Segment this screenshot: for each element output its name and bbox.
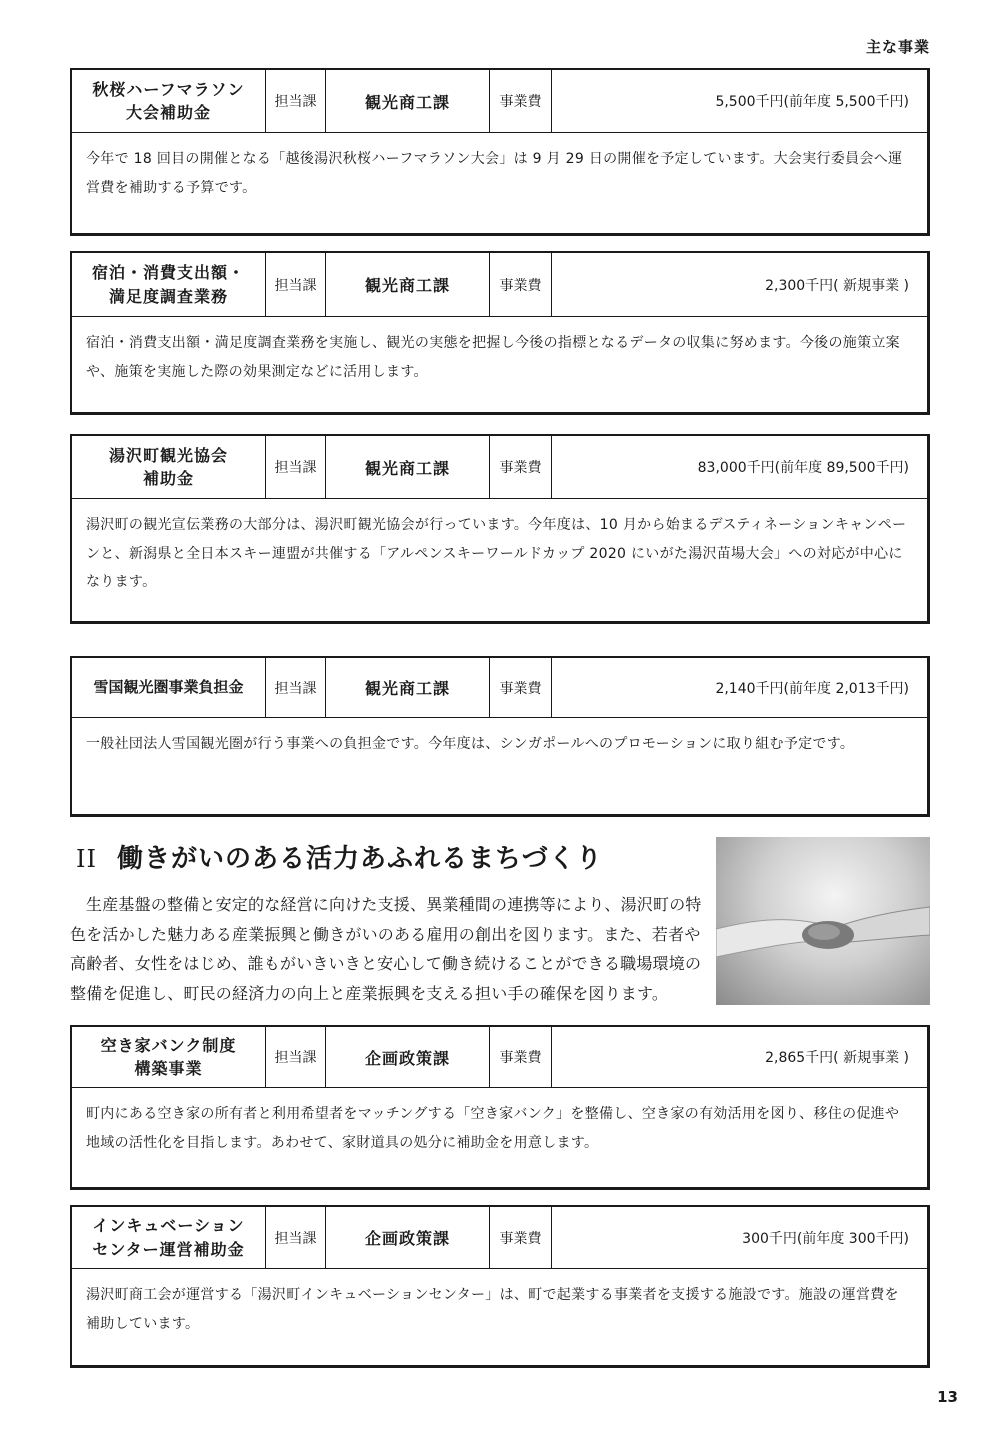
- department-label: 担当課: [266, 658, 326, 717]
- project-card-tourism-association: [70, 434, 930, 624]
- department-name: 観光商工課: [326, 70, 490, 132]
- cost-value: 2,865千円( 新規事業 ): [765, 1050, 909, 1066]
- cost-label: 事業費: [490, 1027, 552, 1087]
- project-description: 一般社団法人雪国観光圏が行う事業への負担金です。今年度は、シンガポールへのプロモーションに取り組む予定です。: [86, 736, 855, 752]
- cost-label: 事業費: [490, 1207, 552, 1268]
- card-header: [72, 1027, 927, 1088]
- handshake-illustration: [716, 837, 930, 1005]
- department-name: 企画政策課: [326, 1027, 490, 1087]
- project-description: 湯沢町商工会が運営する「湯沢町インキュベーションセンター」は、町で起業する事業者を支援する施設です。施設の運営費を補助しています。: [86, 1287, 899, 1332]
- project-name: 宿泊・消費支出額・ 満足度調査業務: [72, 253, 266, 316]
- card-header: [72, 436, 927, 499]
- department-name: 観光商工課: [326, 253, 490, 316]
- project-description: 湯沢町の観光宣伝業務の大部分は、湯沢町観光協会が行っています。今年度は、10 月から始まるデスティネーションキャンペーンと、新潟県と全日本スキー連盟が共催する「アルペンスキーワールドカップ 2020 にいがた湯沢苗場大会」への対応が中心になります。: [86, 517, 907, 591]
- department-name: 観光商工課: [326, 436, 490, 498]
- project-name: インキュベーション センター運営補助金: [72, 1207, 266, 1268]
- project-name: 湯沢町観光協会 補助金: [72, 436, 266, 498]
- card-header: [72, 253, 927, 317]
- project-description: 今年で 18 回目の開催となる「越後湯沢秋桜ハーフマラソン大会」は 9 月 29 日の開催を予定しています。大会実行委員会へ運営費を補助する予算です。: [86, 151, 903, 196]
- card-header: [72, 658, 927, 718]
- department-name: 企画政策課: [326, 1207, 490, 1268]
- section-header-label: 主な事業: [865, 38, 930, 56]
- card-header: [72, 1207, 927, 1269]
- cost-value: 2,140千円(前年度 2,013千円): [715, 680, 909, 697]
- cost-label: 事業費: [490, 70, 552, 132]
- project-card-half-marathon: [70, 68, 930, 236]
- department-label: 担当課: [266, 1027, 326, 1087]
- handshake-photo: [716, 837, 930, 1005]
- project-name: 雪国観光圏事業負担金: [72, 658, 266, 717]
- project-description: 宿泊・消費支出額・満足度調査業務を実施し、観光の実態を把握し今後の指標となるデータの収集に努めます。今後の施策立案や、施策を実施した際の効果測定などに活用します。: [86, 335, 900, 380]
- department-label: 担当課: [266, 253, 326, 316]
- project-name: 空き家バンク制度 構築事業: [72, 1027, 266, 1087]
- cost-value: 300千円(前年度 300千円): [742, 1230, 909, 1247]
- department-name: 観光商工課: [326, 658, 490, 717]
- cost-value: 2,300千円( 新規事業 ): [765, 277, 909, 294]
- section-intro-text: 生産基盤の整備と安定的な経営に向けた支援、異業種間の連携等により、湯沢町の特色を活かした魅力ある産業振興と働きがいのある雇用の創出を図ります。また、若者や高齢者、女性をはじめ、誰もがいきいきと安心して働き続けることができる職場環境の整備を促進し、町民の経済力の向上と産業振興を支える担い手の確保を図ります。: [70, 895, 702, 1003]
- project-card-snow-country: [70, 656, 930, 817]
- card-header: [72, 70, 927, 133]
- project-name: 秋桜ハーフマラソン 大会補助金: [72, 70, 266, 132]
- project-card-vacant-house-bank: [70, 1025, 930, 1190]
- project-card-incubation-center: [70, 1205, 930, 1368]
- department-label: 担当課: [266, 436, 326, 498]
- cost-label: 事業費: [490, 658, 552, 717]
- cost-value: 5,500千円(前年度 5,500千円): [715, 94, 909, 110]
- section-heading: [76, 838, 603, 875]
- project-card-survey: [70, 251, 930, 415]
- section-title: 働きがいのある活力あふれるまちづくり: [116, 844, 603, 874]
- cost-value: 83,000千円(前年度 89,500千円): [697, 460, 909, 476]
- cost-label: 事業費: [490, 436, 552, 498]
- section-number: II: [76, 845, 97, 873]
- department-label: 担当課: [266, 70, 326, 132]
- project-description: 町内にある空き家の所有者と利用希望者をマッチングする「空き家バンク」を整備し、空き家の有効活用を図り、移住の促進や地域の活性化を目指します。あわせて、家財道具の処分に補助金を用意します。: [86, 1106, 900, 1151]
- department-label: 担当課: [266, 1207, 326, 1268]
- cost-label: 事業費: [490, 253, 552, 316]
- page-number: 13: [937, 1388, 958, 1406]
